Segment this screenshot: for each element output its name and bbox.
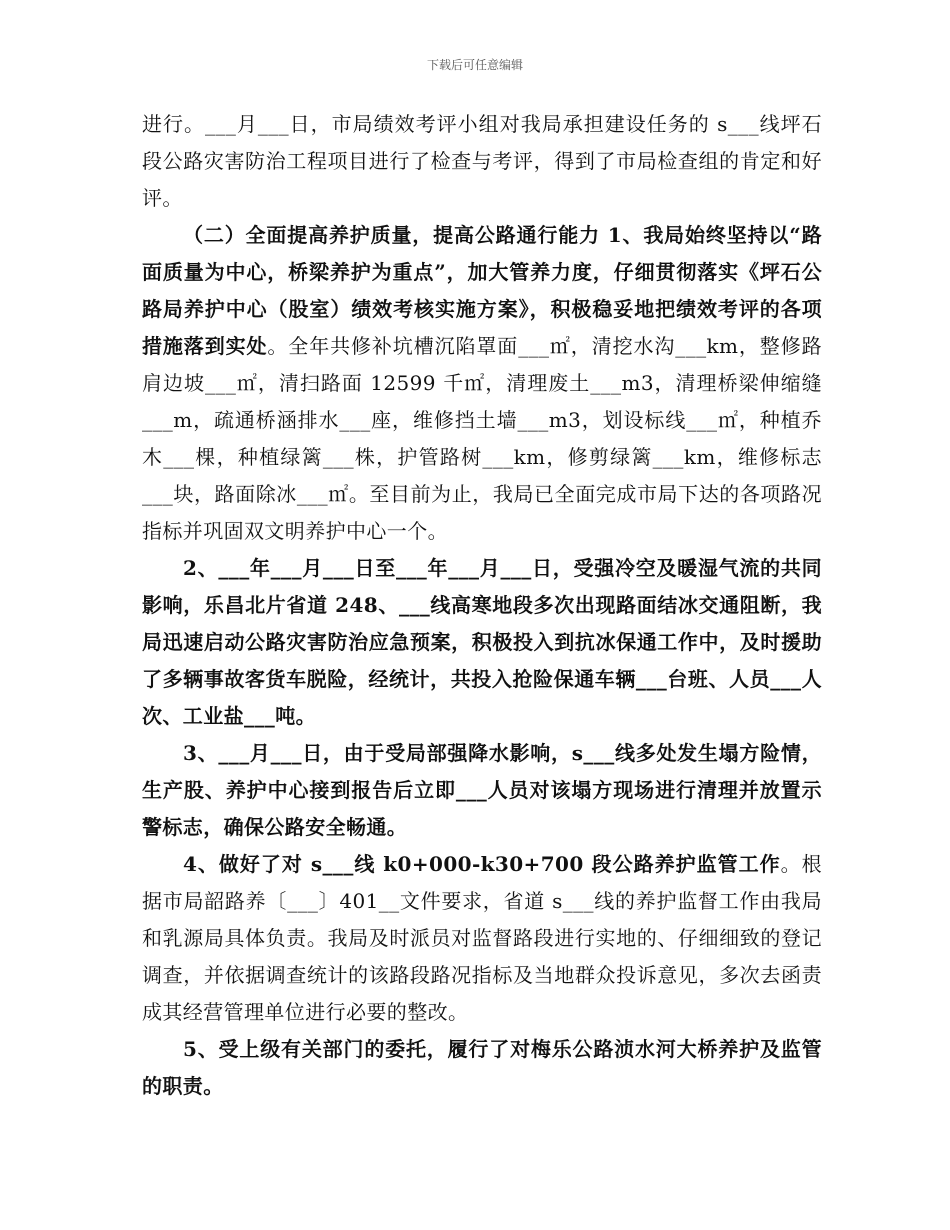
paragraph-bridge-duty: 5、受上级有关部门的委托，履行了对梅乐公路浈水河大桥养护及监管的职责。: [142, 1037, 822, 1098]
supervision-details: 。根据市局韶路养〔___〕401__文件要求，省道 s___线的养护监督工作由我局和乳源局具体负责。我局及时派员对监督路段进行实地的、仔细细致的登记调查，并依据调查统计的该路段路况指标及当地群众投诉意见，多次去函责成其经营管理单位进行必要的整改。: [142, 852, 822, 1024]
paragraph-inspection: 进行。___月___日，市局绩效考评小组对我局承担建设任务的 s___线坪石段公路灾害防治工程项目进行了检查与考评，得到了市局检查组的肯定和好评。: [142, 112, 822, 210]
paragraph-maintenance-quality: [142, 217, 822, 550]
maintenance-quality-heading: （二）全面提高养护质量，提高公路通行能力 1、我局始终坚持以“路面质量为中心，桥梁养护为重点”，加大管养力度，仔细贯彻落实《坪石公路局养护中心（股室）绩效考核实施方案》，积极稳妥地把绩效考评的各项措施落到实处: [142, 223, 822, 358]
supervision-heading: 4、做好了对 s___线 k0+000-k30+700 段公路养护监管工作: [183, 852, 781, 876]
paragraph-supervision: [142, 846, 822, 1031]
page-header: 下载后可任意编辑: [426, 58, 523, 72]
paragraph-ice-emergency: 2、___年___月___日至___年___月___日，受强冷空及暖湿气流的共同影响，乐昌北片省道 248、___线高寒地段多次出现路面结冰交通阻断，我局迅速启动公路灾害防治应急预案，积极投入到抗冰保通工作中，及时援助了多辆事故客货车脱险，经统计，共投入抢险保通车辆___台班、人员___人次、工业盐___吨。: [142, 556, 822, 728]
maintenance-quality-stats: 。全年共修补坑槽沉陷罩面___㎡，清挖水沟___km，整修路肩边坡___㎡，清扫路面 12599 千㎡，清理废土___m3，清理桥梁伸缩缝___m，疏通桥涵排水___座，维修挡土墙___m3，划设标线___㎡，种植乔木___棵，种植绿篱___株，护管路树___km，修剪绿篱___km，维修标志___块，路面除冰___㎡。至目前为止，我局已全面完成市局下达的各项路况指标并巩固双文明养护中心一个。: [142, 334, 822, 543]
document-body: [142, 106, 822, 1105]
paragraph-landslide: 3、___月___日，由于受局部强降水影响，s___线多处发生塌方险情，生产股、养护中心接到报告后立即___人员对该塌方现场进行清理并放置示警标志，确保公路安全畅通。: [142, 741, 822, 839]
